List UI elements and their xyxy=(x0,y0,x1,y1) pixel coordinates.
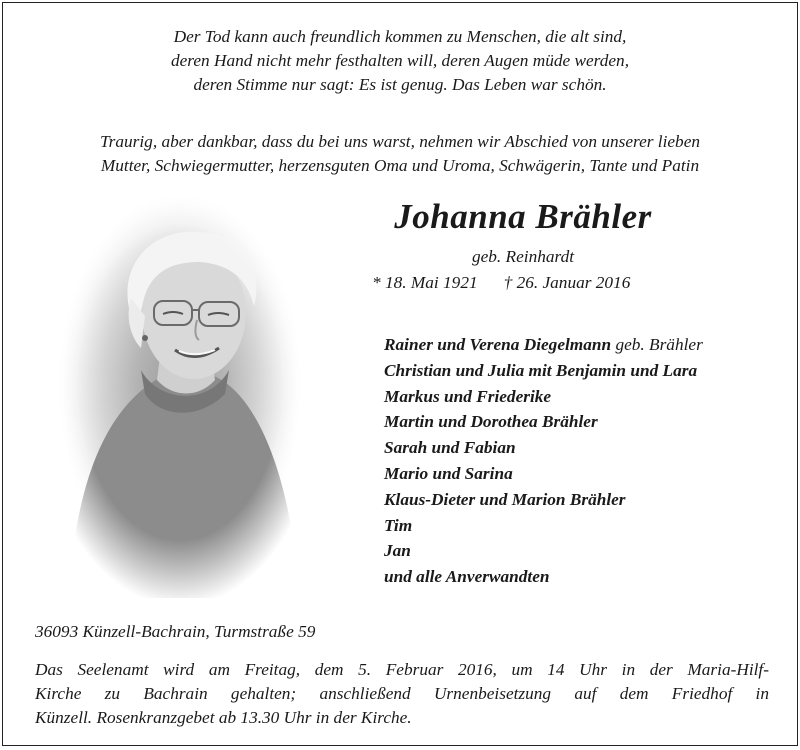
family-member: Tim xyxy=(384,515,413,535)
family-member: Klaus-Dieter und Marion Brähler xyxy=(384,489,626,509)
family-member: Christian und Julia mit Benjamin und Lara xyxy=(384,360,698,380)
family-member-names: Rainer und Verena Diegelmann xyxy=(384,335,612,354)
deceased-name: Johanna Brähler xyxy=(394,197,652,236)
portrait-illustration xyxy=(49,198,311,598)
portrait-photo xyxy=(49,198,311,598)
poem-line: deren Hand nicht mehr festhalten will, deren Augen müde werden, xyxy=(170,51,630,70)
intro-text xyxy=(3,130,797,178)
poem-line: Der Tod kann auch freundlich kommen zu Menschen, die alt sind, xyxy=(173,27,627,46)
family-member xyxy=(384,332,703,358)
family-member-suffix: geb. Brähler xyxy=(615,335,703,354)
maiden-name: geb. Reinhardt xyxy=(471,247,575,266)
life-dates xyxy=(372,271,630,295)
family-member: Mario und Sarina xyxy=(384,463,513,483)
intro-line: Mutter, Schwiegermutter, herzensguten Oma und Uroma, Schwägerin, Tante und Patin xyxy=(100,156,700,175)
poem-line: deren Stimme nur sagt: Es ist genug. Das Leben war schön. xyxy=(193,75,607,94)
family-member: Markus und Friederike xyxy=(384,386,552,406)
birth-date: * 18. Mai 1921 xyxy=(372,273,478,292)
family-list xyxy=(384,332,703,590)
family-member: Sarah und Fabian xyxy=(384,438,516,458)
address: 36093 Künzell-Bachrain, Turmstraße 59 xyxy=(35,622,316,641)
family-member: Martin und Dorothea Brähler xyxy=(384,412,598,432)
poem xyxy=(3,25,797,97)
funeral-info xyxy=(35,658,769,730)
funeral-line: Künzell. Rosenkranzgebet ab 13.30 Uhr in der Kirche. xyxy=(35,708,412,727)
obituary-notice xyxy=(2,2,798,746)
death-date: † 26. Januar 2016 xyxy=(503,273,631,292)
family-member: und alle Anverwandten xyxy=(384,567,550,587)
family-member: Jan xyxy=(384,541,411,561)
funeral-line: Kirche zu Bachrain gehalten; anschließend Urnenbeisetzung auf dem Friedhof in xyxy=(35,684,769,703)
intro-line: Traurig, aber dankbar, dass du bei uns warst, nehmen wir Abschied von unserer lieben xyxy=(99,132,701,151)
funeral-line: Das Seelenamt wird am Freitag, dem 5. Februar 2016, um 14 Uhr in der Maria-Hilf- xyxy=(35,660,769,679)
